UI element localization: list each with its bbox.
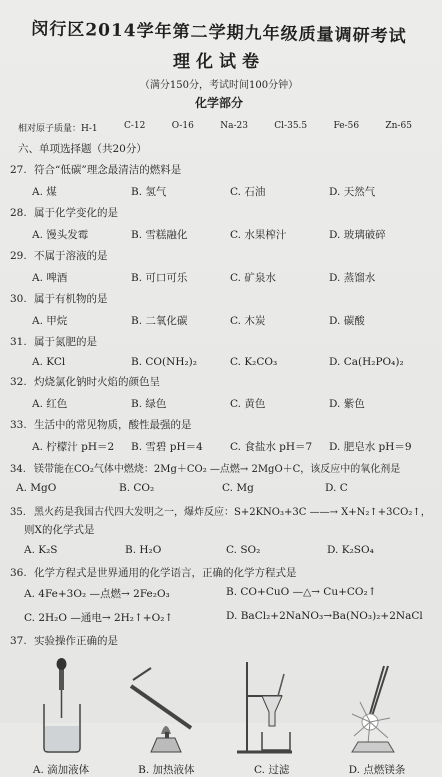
option-d: D. Ca(H₂PO₄)₂ — [329, 356, 404, 368]
question-35 — [10, 503, 431, 556]
atomic-mass-item: O-16 — [171, 121, 194, 131]
option-c: C. 木炭 — [230, 315, 266, 327]
dropper-beaker-illustration — [26, 656, 96, 756]
question-stem-continued: 则X的化学式是 — [24, 524, 95, 536]
option-c: C. Mg — [222, 482, 254, 494]
question-stem: 镁带能在CO₂气体中燃烧：2Mg＋CO₂ —点燃→ 2MgO＋C，该反应中的氧化剂是 — [34, 464, 401, 475]
question-28 — [10, 205, 428, 242]
option-c: C. 黄色 — [230, 398, 266, 410]
filtration-stand-illustration — [232, 656, 312, 756]
part-title: 化学部分 — [194, 96, 243, 110]
option-a: A. KCl — [32, 356, 66, 368]
atomic-mass-item: Cl-35.5 — [274, 121, 308, 131]
figure-b-caption: B. 加热液体 — [138, 764, 195, 776]
heating-tube-illustration — [121, 656, 211, 756]
option-d: D. 紫色 — [329, 398, 365, 410]
option-b: B. 雪碧 pH＝4 — [131, 441, 203, 453]
option-d: D. 天然气 — [329, 186, 376, 198]
question-stem: 不属于溶液的是 — [34, 250, 108, 262]
option-c: C. 2H₂O —通电→ 2H₂↑+O₂↑ — [24, 612, 174, 624]
question-number: 27. — [10, 164, 27, 176]
option-c: C. 水果榨汁 — [230, 229, 287, 241]
question-37 — [10, 633, 428, 777]
option-d: D. 肥皂水 pH＝9 — [329, 441, 412, 453]
option-b: B. 可口可乐 — [131, 272, 188, 284]
option-c: C. 石油 — [230, 186, 266, 198]
question-31 — [10, 334, 428, 368]
atomic-mass-item: Na-23 — [220, 121, 248, 131]
atomic-mass-item: Zn-65 — [385, 121, 412, 131]
option-d: D. 蒸馏水 — [329, 272, 376, 284]
option-c: C. 矿泉水 — [230, 272, 276, 284]
question-number: 29. — [10, 250, 27, 262]
figure-c — [227, 656, 317, 777]
option-d: D. 玻璃破碎 — [329, 229, 386, 241]
question-number: 28. — [10, 207, 27, 219]
exam-title: 闵行区2014学年第二学期九年级质量调研考试 — [31, 19, 407, 47]
question-34 — [10, 460, 428, 494]
question-number: 36. — [10, 567, 27, 579]
question-27 — [10, 162, 428, 199]
question-number: 37. — [10, 635, 27, 647]
atomic-masses — [18, 121, 428, 134]
atomic-masses-label: 相对原子质量：H-1 — [18, 124, 98, 134]
question-32 — [10, 374, 428, 411]
question-number: 32. — [10, 376, 27, 388]
option-c: C. 食盐水 pH＝7 — [230, 441, 313, 453]
exam-subject: 理化试卷 — [173, 52, 265, 72]
option-a: A. 馒头发霉 — [32, 229, 89, 241]
figure-a-caption: A. 滴加液体 — [32, 764, 90, 776]
figure-d — [332, 656, 422, 777]
figure-b — [121, 656, 211, 777]
option-a: A. K₂S — [24, 544, 58, 556]
option-b: B. CO(NH₂)₂ — [131, 356, 197, 368]
question-stem: 属于氮肥的是 — [34, 336, 97, 348]
option-a: A. 红色 — [32, 398, 68, 410]
question-stem: 实验操作正确的是 — [34, 635, 118, 647]
question-stem: 符合“低碳”理念最清洁的燃料是 — [34, 164, 182, 176]
burning-magnesium-illustration — [342, 656, 412, 756]
option-c: C. K₂CO₃ — [230, 356, 278, 368]
figure-d-caption: D. 点燃镁条 — [348, 764, 406, 776]
question-stem: 属于有机物的是 — [34, 293, 108, 305]
figure-a — [16, 656, 106, 777]
question-stem: 属于化学变化的是 — [34, 207, 118, 219]
question-number: 33. — [10, 419, 27, 431]
option-b: B. 雪糕融化 — [131, 229, 188, 241]
option-a: A. 啤酒 — [32, 272, 68, 284]
option-d: D. 碳酸 — [329, 315, 365, 327]
question-number: 31. — [10, 336, 27, 348]
question-stem: 黑火药是我国古代四大发明之一，爆炸反应：S+2KNO₃+3C ——→ X+N₂↑+3CO₂↑， — [34, 507, 431, 518]
option-a: A. 煤 — [32, 186, 57, 198]
question-stem: 生活中的常见物质，酸性最强的是 — [34, 419, 192, 431]
figure-c-caption: C. 过滤 — [253, 764, 290, 776]
question-36 — [10, 565, 428, 625]
option-b: B. 绿色 — [131, 398, 167, 410]
option-a: A. MgO — [16, 482, 57, 494]
atomic-mass-item: C-12 — [123, 121, 146, 131]
option-b: B. CO+CuO —△→ Cu+CO₂↑ — [226, 586, 377, 598]
atomic-mass-item: Fe-56 — [333, 121, 360, 131]
exam-meta: （满分150分，考试时间100分钟） — [139, 80, 299, 91]
option-a: A. 柠檬汁 pH＝2 — [32, 441, 115, 453]
option-d: D. C — [325, 482, 348, 494]
option-b: B. H₂O — [125, 544, 162, 556]
question-29 — [10, 248, 428, 285]
question-stem: 化学方程式是世界通用的化学语言，正确的化学方程式是 — [34, 567, 297, 579]
question-number: 35. — [10, 507, 26, 518]
question-number: 34. — [10, 464, 26, 475]
question-stem: 灼烧氯化钠时火焰的颜色呈 — [34, 376, 160, 388]
option-d: D. BaCl₂+2NaNO₃→Ba(NO₃)₂+2NaCl — [226, 610, 423, 622]
question-33 — [10, 417, 428, 454]
option-a: A. 4Fe+3O₂ —点燃→ 2Fe₂O₃ — [24, 588, 170, 600]
option-b: B. 二氧化碳 — [131, 315, 188, 327]
section-heading: 六、单项选择题（共20分） — [18, 143, 147, 155]
option-b: B. CO₂ — [119, 482, 155, 494]
option-b: B. 氢气 — [131, 186, 167, 198]
option-a: A. 甲烷 — [32, 315, 68, 327]
option-c: C. SO₂ — [226, 544, 261, 556]
question-number: 30. — [10, 293, 27, 305]
option-d: D. K₂SO₄ — [327, 544, 374, 556]
question-30 — [10, 291, 428, 328]
